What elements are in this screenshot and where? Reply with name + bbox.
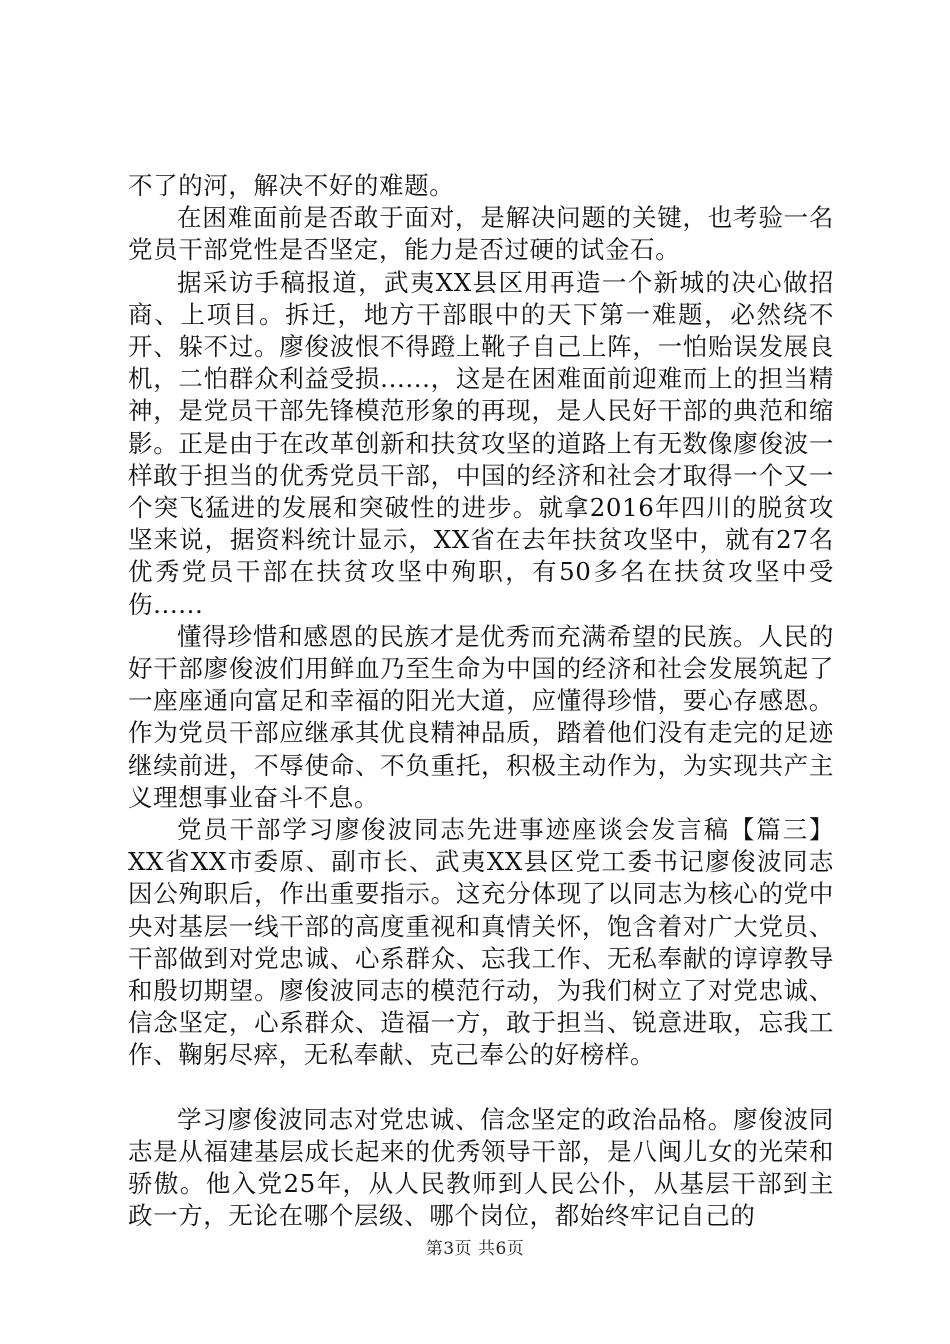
paragraph-3: 据采访手稿报道，武夷XX县区用再造一个新城的决心做招商、上项目。拆迁，地方干部眼中的天下第一难题，必然绕不开、躲不过。廖俊波恨不得蹬上靴子自己上阵，一怕贻误发展良机，二怕群众利益受损......，这是在困难面前迎难而上的担当精神，是党员干部先锋模范形象的再现，是人民好干部的典范和缩影。正是由于在改革创新和扶贫攻坚的道路上有无数像廖俊波一样敢于担当的优秀党员干部，中国的经济和社会才取得一个又一个突飞猛进的发展和突破性的进步。就拿2016年四川的脱贫攻坚来说，据资料统计显示，XX省在去年扶贫攻坚中，就有27名优秀党员干部在扶贫攻坚中殉职，有50多名在扶贫攻坚中受伤...... xyxy=(128,267,834,619)
paragraph-4: 懂得珍惜和感恩的民族才是优秀而充满希望的民族。人民的好干部廖俊波们用鲜血乃至生命为中国的经济和社会发展筑起了一座座通向富足和幸福的阳光大道，应懂得珍惜，要心存感恩。作为党员干部应继承其优良精神品质，踏着他们没有走完的足迹继续前进，不辱使命、不负重托，积极主动作为，为实现共产主义理想事业奋斗不息。 xyxy=(128,621,834,812)
paragraph-1: 不了的河，解决不好的难题。 xyxy=(128,171,455,200)
paragraph-2: 在困难面前是否敢于面对，是解决问题的关键，也考验一名党员干部党性是否坚定，能力是否过硬的试金石。 xyxy=(128,203,834,265)
page-number-footer: 第3页 共6页 xyxy=(425,1239,525,1259)
paragraph-6: 学习廖俊波同志对党忠诚、信念坚定的政治品格。廖俊波同志是从福建基层成长起来的优秀领导干部，是八闽儿女的光荣和骄傲。他入党25年，从人民教师到人民公仆，从基层干部到主政一方，无论在哪个层级、哪个岗位，都始终牢记自己的 xyxy=(128,1104,834,1231)
paragraph-5: 党员干部学习廖俊波同志先进事迹座谈会发言稿【篇三】XX省XX市委原、副市长、武夷XX县区党工委书记廖俊波同志因公殉职后，作出重要指示。这充分体现了以同志为核心的党中央对基层一线干部的高度重视和真情关怀，饱含着对广大党员、干部做到对党忠诚、心系群众、忘我工作、无私奉献的谆谆教导和殷切期望。廖俊波同志的模范行动，为我们树立了对党忠诚、信念坚定，心系群众、造福一方，敢于担当、锐意进取，忘我工作、鞠躬尽瘁，无私奉献、克己奉公的好榜样。 xyxy=(128,815,834,1070)
document-body xyxy=(128,170,834,1233)
